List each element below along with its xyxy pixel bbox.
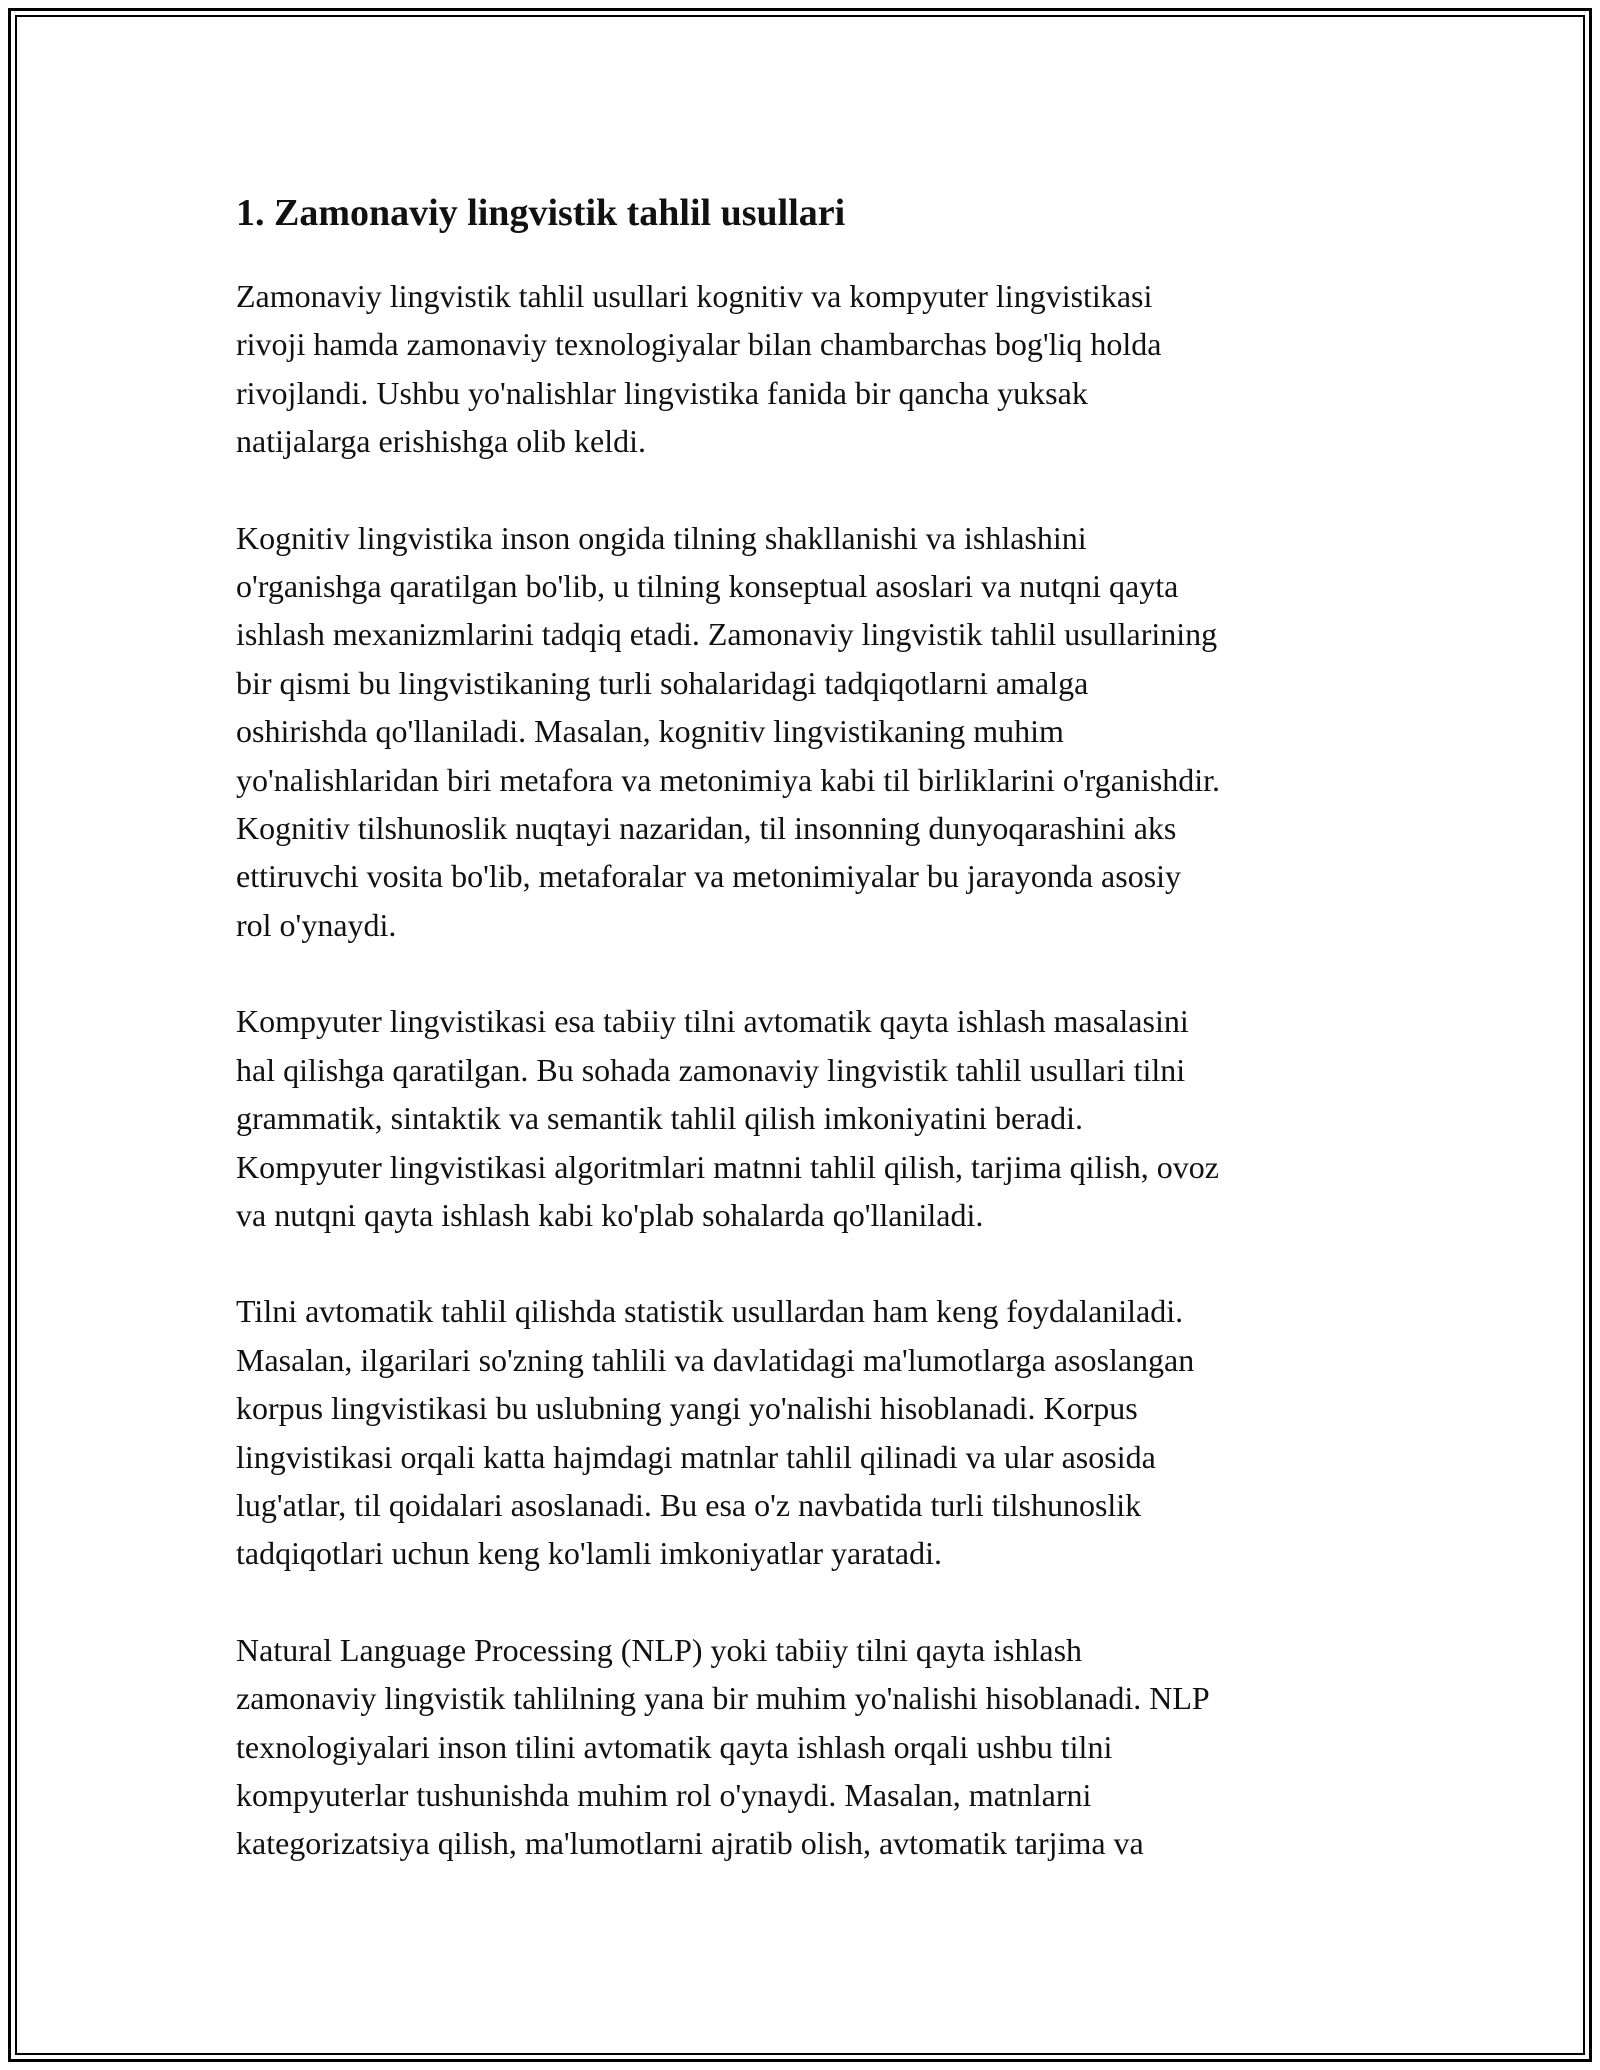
text-line: texnologiyalari inson tilini avtomatik qayta ishlash orqali ushbu tilni xyxy=(236,1728,1113,1765)
paragraph-cognitive xyxy=(236,514,1386,950)
text-line: kompyuterlar tushunishda muhim rol o'ynaydi. Masalan, matnlarni xyxy=(236,1776,1092,1813)
text-line: bir qismi bu lingvistikaning turli sohalaridagi tadqiqotlarni amalga xyxy=(236,664,1089,701)
text-line: grammatik, sintaktik va semantik tahlil qilish imkoniyatini beradi. xyxy=(236,1100,1083,1137)
text-line: va nutqni qayta ishlash kabi ko'plab sohalarda qo'llaniladi. xyxy=(236,1196,984,1233)
paragraph-statistical xyxy=(236,1287,1386,1577)
paragraph-nlp xyxy=(236,1626,1386,1868)
text-line: rivojlandi. Ushbu yo'nalishlar lingvistika fanida bir qancha yuksak xyxy=(236,374,1088,411)
text-line: hal qilishga qaratilgan. Bu sohada zamonaviy lingvistik tahlil usullari tilni xyxy=(236,1051,1186,1088)
paragraph-intro xyxy=(236,272,1386,466)
text-line: oshirishda qo'llaniladi. Masalan, kognitiv lingvistikaning muhim xyxy=(236,713,1064,750)
text-line: rol o'ynaydi. xyxy=(236,906,397,943)
document-body xyxy=(236,188,1386,1916)
text-line: o'rganishga qaratilgan bo'lib, u tilning konseptual asoslari va nutqni qayta xyxy=(236,568,1179,605)
text-line: Tilni avtomatik tahlil qilishda statistik usullardan ham keng foydalaniladi. xyxy=(236,1293,1184,1330)
text-line: ishlash mexanizmlarini tadqiq etadi. Zamonaviy lingvistik tahlil usullarining xyxy=(236,616,1218,653)
text-line: natijalarga erishishga olib keldi. xyxy=(236,423,646,460)
text-line: ettiruvchi vosita bo'lib, metaforalar va metonimiyalar bu jarayonda asosiy xyxy=(236,858,1182,895)
text-line: yo'nalishlaridan biri metafora va metonimiya kabi til birliklarini o'rganishdir. xyxy=(236,761,1221,798)
text-line: tadqiqotlari uchun keng ko'lamli imkoniyatlar yaratadi. xyxy=(236,1535,943,1572)
text-line: Kompyuter lingvistikasi esa tabiiy tilni avtomatik qayta ishlash masalasini xyxy=(236,1003,1189,1040)
paragraph-computational xyxy=(236,997,1386,1239)
section-heading: 1. Zamonaviy lingvistik tahlil usullari xyxy=(236,192,846,234)
text-line: Kompyuter lingvistikasi algoritmlari matnni tahlil qilish, tarjima qilish, ovoz xyxy=(236,1148,1219,1185)
text-line: rivoji hamda zamonaviy texnologiyalar bilan chambarchas bog'liq holda xyxy=(236,326,1162,363)
text-line: Kognitiv tilshunoslik nuqtayi nazaridan, til insonning dunyoqarashini aks xyxy=(236,810,1177,847)
text-line: lingvistikasi orqali katta hajmdagi matnlar tahlil qilinadi va ular asosida xyxy=(236,1438,1156,1475)
text-line: kategorizatsiya qilish, ma'lumotlarni ajratib olish, avtomatik tarjima va xyxy=(236,1825,1144,1862)
text-line: Natural Language Processing (NLP) yoki tabiiy tilni qayta ishlash xyxy=(236,1631,1083,1668)
text-line: Kognitiv lingvistika inson ongida tilning shakllanishi va ishlashini xyxy=(236,519,1087,556)
text-line: zamonaviy lingvistik tahlilning yana bir muhim yo'nalishi hisoblanadi. NLP xyxy=(236,1680,1210,1717)
text-line: Zamonaviy lingvistik tahlil usullari kognitiv va kompyuter lingvistikasi xyxy=(236,278,1153,314)
text-line: Masalan, ilgarilari so'zning tahlili va davlatidagi ma'lumotlarga asoslangan xyxy=(236,1341,1195,1378)
text-line: korpus lingvistikasi bu uslubning yangi yo'nalishi hisoblanadi. Korpus xyxy=(236,1390,1138,1427)
text-line: lug'atlar, til qoidalari asoslanadi. Bu esa o'z navbatida turli tilshunoslik xyxy=(236,1486,1142,1523)
